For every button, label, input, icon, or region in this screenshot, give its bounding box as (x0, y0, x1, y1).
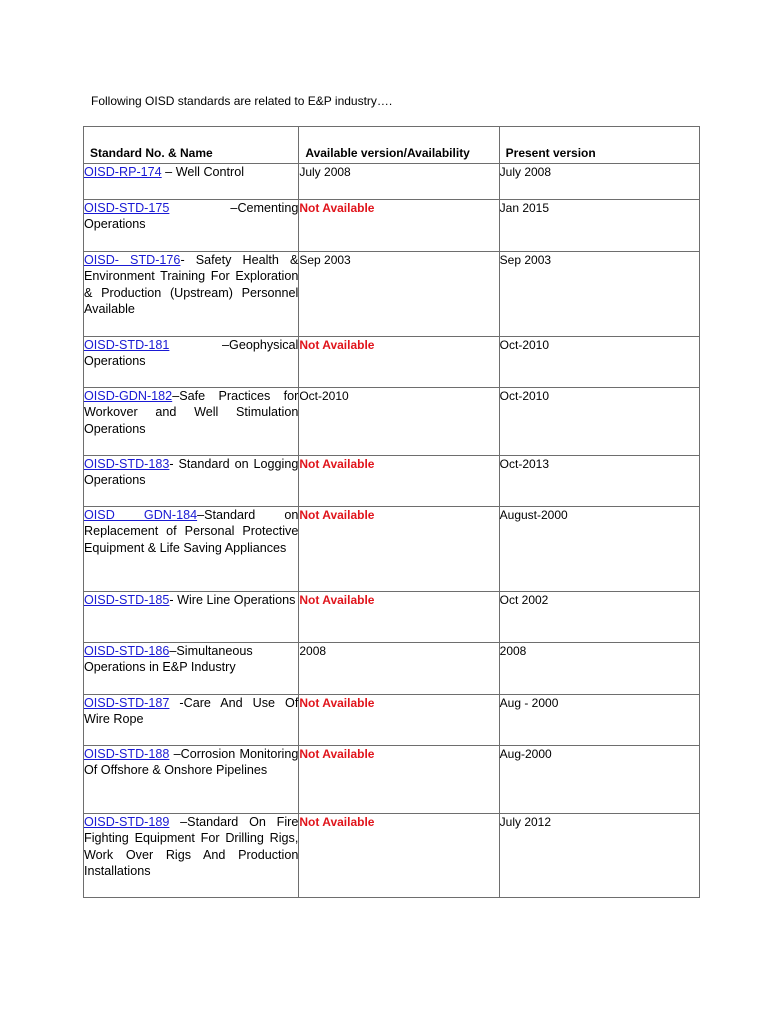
header-standard-name: Standard No. & Name (84, 127, 299, 164)
standard-link[interactable]: OISD- STD-176 (84, 253, 181, 267)
standard-name-cell (84, 200, 299, 252)
present-version-cell: August-2000 (499, 507, 699, 592)
header-present-version: Present version (499, 127, 699, 164)
standard-description: –Standard On Fire Fighting Equipment For Drilling Rigs, Work Over Rigs And Production Installations (84, 815, 299, 879)
standard-link[interactable]: OISD-RP-174 (84, 165, 162, 179)
available-version-cell: Not Available (299, 695, 499, 746)
table-row (84, 695, 700, 746)
table-row (84, 164, 700, 200)
available-version-cell: Not Available (299, 507, 499, 592)
available-version-cell: Not Available (299, 456, 499, 507)
table-row (84, 643, 700, 695)
table-row (84, 814, 700, 898)
standard-description: -Care And Use Of Wire Rope (84, 696, 299, 727)
present-version-cell: Aug-2000 (499, 746, 699, 814)
standard-name-cell (84, 592, 299, 643)
available-version-cell: Not Available (299, 746, 499, 814)
standard-name-cell (84, 746, 299, 814)
standard-name-cell (84, 388, 299, 456)
present-version-cell: July 2012 (499, 814, 699, 898)
present-version-cell: Jan 2015 (499, 200, 699, 252)
standard-description: –Safe Practices for Workover and Well Stimulation Operations (84, 389, 299, 436)
standard-link[interactable]: OISD-STD-186 (84, 644, 170, 658)
table-row (84, 507, 700, 592)
standard-name-cell (84, 695, 299, 746)
standard-link[interactable]: OISD GDN-184 (84, 508, 198, 522)
standard-link[interactable]: OISD-STD-181 (84, 338, 170, 352)
standard-description: - Standard on Logging Operations (84, 457, 299, 488)
standard-name-cell (84, 337, 299, 388)
standard-name-cell (84, 814, 299, 898)
standard-description: - Wire Line Operations (169, 593, 296, 607)
standard-name-cell (84, 643, 299, 695)
available-version-cell: Oct-2010 (299, 388, 499, 456)
standard-link[interactable]: OISD-STD-189 (84, 815, 170, 829)
present-version-cell: Oct-2013 (499, 456, 699, 507)
present-version-cell: Oct 2002 (499, 592, 699, 643)
present-version-cell: July 2008 (499, 164, 699, 200)
table-row (84, 388, 700, 456)
standard-description: –Geophysical Operations (84, 338, 299, 369)
available-version-cell: Not Available (299, 592, 499, 643)
header-row (84, 127, 700, 164)
intro-text: Following OISD standards are related to E&P industry…. (91, 94, 393, 108)
present-version-cell: Aug - 2000 (499, 695, 699, 746)
standard-description: – Well Control (161, 165, 245, 179)
standard-name-cell (84, 252, 299, 337)
standard-link[interactable]: OISD-STD-188 (84, 747, 170, 761)
standard-link[interactable]: OISD-GDN-182 (84, 389, 173, 403)
standards-table (83, 126, 700, 898)
available-version-cell: Not Available (299, 200, 499, 252)
standard-name-cell (84, 507, 299, 592)
standard-description: –Simultaneous Operations in E&P Industry (84, 644, 253, 675)
table-row (84, 252, 700, 337)
standard-name-cell (84, 164, 299, 200)
available-version-cell: 2008 (299, 643, 499, 695)
table-row (84, 746, 700, 814)
standard-description: –Cementing Operations (84, 201, 299, 232)
available-version-cell: July 2008 (299, 164, 499, 200)
standard-link[interactable]: OISD-STD-187 (84, 696, 170, 710)
standard-link[interactable]: OISD-STD-175 (84, 201, 170, 215)
table-row (84, 592, 700, 643)
present-version-cell: Sep 2003 (499, 252, 699, 337)
table-row (84, 456, 700, 507)
header-available-version: Available version/Availability (299, 127, 499, 164)
present-version-cell: Oct-2010 (499, 337, 699, 388)
table-row (84, 337, 700, 388)
available-version-cell: Not Available (299, 337, 499, 388)
available-version-cell: Sep 2003 (299, 252, 499, 337)
standard-description: –Corrosion Monitoring Of Offshore & Onshore Pipelines (84, 747, 299, 778)
present-version-cell: Oct-2010 (499, 388, 699, 456)
standard-link[interactable]: OISD-STD-183 (84, 457, 170, 471)
standard-description: - Safety Health & Environment Training For Exploration & Production (Upstream) Personnel Available (84, 253, 299, 317)
standard-description: –Standard on Replacement of Personal Protective Equipment & Life Saving Appliances (84, 508, 299, 555)
table-row (84, 200, 700, 252)
standard-name-cell (84, 456, 299, 507)
present-version-cell: 2008 (499, 643, 699, 695)
standard-link[interactable]: OISD-STD-185 (84, 593, 170, 607)
available-version-cell: Not Available (299, 814, 499, 898)
